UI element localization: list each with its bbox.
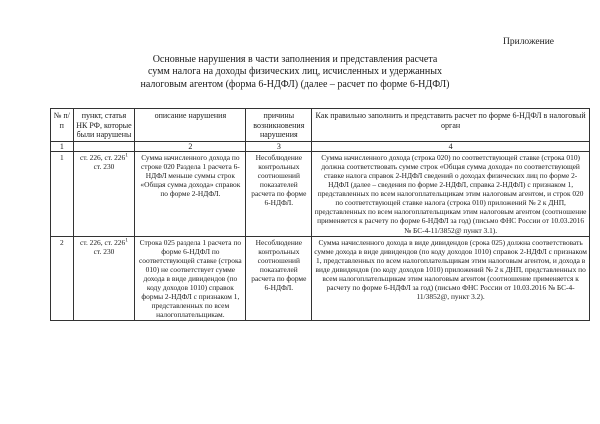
row-causes: Несоблюдение контрольных соотношений показателей расчета по форме 6-НДФЛ. [246,236,312,321]
row-article [73,236,135,321]
row-howto: Сумма начисленного дохода (строка 020) по соответствующей ставке (строка 010) должна соответствовать сумме строк «Общая сумма дохода» по соответствующей ставке налога справок 2-НДФЛ сведений о доходах физических лиц по форме 2-НДФЛ (далее – сведения по форме 2-НДФЛ, справка 2-НДФЛ) с признаком 1, представленных по всем налогоплательщикам этим налоговым агентом, и строк 020 по соответствующей ставке налога (строка 010) приложений № 2 к ДНП, представленных по всем налогоплательщикам этим налоговым агентом (соотношение применяется к расчету по форме 6-НДФЛ за год) (письмо ФНС России от 10.03.2016 № БС-4-11/3852@ пункт 3.1). [312,151,590,236]
article-superscript: 1 [125,152,128,159]
title-line: налоговым агентом (форма 6-НДФЛ) (далее – расчет по форме 6-НДФЛ) [140,78,450,90]
article-superscript: 1 [125,237,128,244]
row-number: 2 [51,236,74,321]
article-text: ст. 226, ст. 226 [80,237,126,247]
row-causes: Несоблюдение контрольных соотношений показателей расчета по форме 6-НДФЛ. [246,151,312,236]
column-number [73,141,135,151]
header-description: описание нарушения [135,109,246,142]
title-line: сумм налога на доходы физических лиц, исчисленных и удержанных [148,66,442,78]
table-row [51,151,590,236]
column-number: 2 [135,141,246,151]
column-number: 4 [312,141,590,151]
article-text: ст. 230 [93,246,115,256]
header-howto: Как правильно заполнить и представить расчет по форме 6-НДФЛ в налоговый орган [312,109,590,142]
row-howto: Сумма начисленного дохода в виде дивидендов (срока 025) должна соответствовать сумме дохода в виде дивидендов (по коду доходов 1010) справок 2-НДФЛ с признаком 1, представленных по всем налогоплательщикам этим налоговым агентом, и дохода в виде дивидендов (по коду доходов 1010) приложений № 2 к ДНП, представленных по всем налогоплательщикам этим налоговым агентом (соотношение применяется к расчету по форме 6-НДФЛ за год) (письмо ФНС России от 10.03.2016 № БС-4-11/3852@, пункт 3.2). [312,236,590,321]
row-number: 1 [51,151,74,236]
title-line: Основные нарушения в части заполнения и представления расчета [152,54,438,65]
row-description: Строка 025 раздела 1 расчета по форме 6-НДФЛ по соответствующей ставке (строка 010) не соответствует сумме дохода в виде дивидендов (по коду доходов 1010) справок формы 2-НДФЛ с признаком 1, представленных по всем налогоплательщикам. [135,236,246,321]
column-number: 3 [246,141,312,151]
column-number-row [51,141,590,151]
violations-table [50,108,590,321]
document-title [80,54,510,91]
appendix-label: Приложение [503,37,554,47]
table-row [51,236,590,321]
header-article: пункт, статья НК РФ, которые были нарушены [73,109,135,142]
header-no: № п/п [51,109,74,142]
row-description: Сумма начисленного дохода по строке 020 Раздела 1 расчета 6-НДФЛ меньше суммы строк «Общая сумма дохода» справок по форме 2-НДФЛ. [135,151,246,236]
article-text: ст. 230 [93,161,115,171]
header-causes: причины возникновения нарушения [246,109,312,142]
column-number: 1 [51,141,74,151]
table-header-row [51,109,590,142]
row-article [73,151,135,236]
article-text: ст. 226, ст. 226 [80,152,126,162]
